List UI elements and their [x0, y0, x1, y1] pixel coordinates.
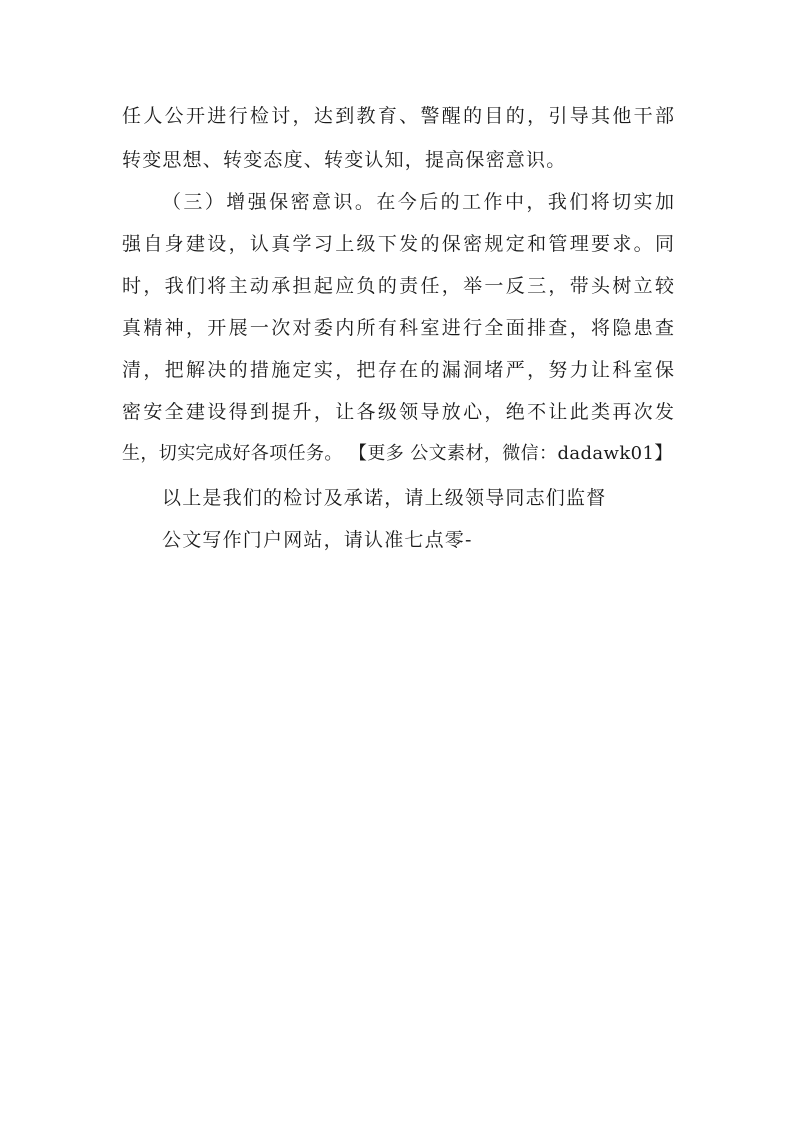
section-three-heading-line: （三）增强保密意识。在今后的工作中，我们将切实加 — [162, 191, 674, 213]
paragraph-line-9-with-promo: 生，切实完成好各项任务。 【更多 公文素材，微信：dadawk01】 — [122, 443, 673, 464]
paragraph-line-5: 时，我们将主动承担起应负的责任，举一反三，带头树立较 — [122, 275, 674, 297]
footer-site-notice: 公文写作门户网站，请认准七点零- — [162, 529, 473, 551]
closing-statement: 以上是我们的检讨及承诺，请上级领导同志们监督 — [162, 487, 607, 509]
paragraph-line-7: 清，把解决的措施定实，把存在的漏洞堵严，努力让科室保 — [122, 359, 674, 381]
paragraph-line-2: 转变思想、转变态度、转变认知，提高保密意识。 — [122, 149, 567, 171]
paragraph-line-6: 真精神，开展一次对委内所有科室进行全面排查，将隐患查 — [122, 317, 674, 339]
paragraph-line-8: 密安全建设得到提升，让各级领导放心，绝不让此类再次发 — [122, 401, 674, 423]
paragraph-line-1: 任人公开进行检讨，达到教育、警醒的目的，引导其他干部 — [122, 105, 674, 127]
paragraph-line-4: 强自身建设，认真学习上级下发的保密规定和管理要求。同 — [122, 233, 674, 255]
